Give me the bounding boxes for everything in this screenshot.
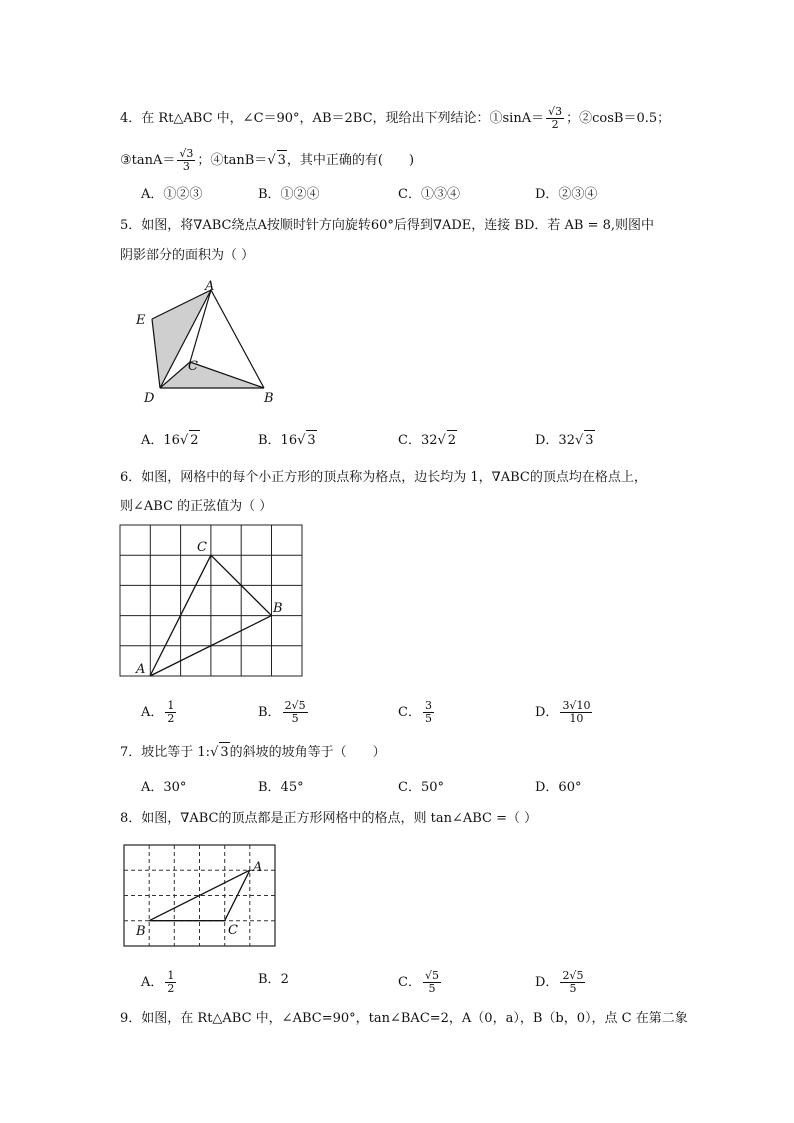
q5-line1: 5．如图，将∇ABC绕点A按顺时针方向旋转60°后得到∇ADE，连接 BD．若 AB = 8,则图中 bbox=[120, 218, 655, 233]
q8-edge-ab bbox=[149, 870, 250, 921]
q8-option-c[interactable]: C． $\frac{√5}{5}$ bbox=[398, 969, 439, 995]
q4-option-c[interactable]: C．①③④ bbox=[398, 187, 460, 202]
q4-text-f: ，其中正确的有( ) bbox=[286, 153, 415, 168]
q6-label-b: B bbox=[273, 601, 283, 616]
q9-line1: 9．如图，在 Rt△ABC 中，∠ABC=90°，tan∠BAC=2，A（0，a），B（b，0），点 C 在第二象 bbox=[120, 1011, 688, 1026]
q5-line2: 阴影部分的面积为（ ） bbox=[120, 248, 255, 263]
q4-line1 bbox=[120, 106, 670, 131]
q8-option-d[interactable]: D． $\frac{2√5}{5}$ bbox=[535, 969, 584, 995]
q8-option-b[interactable]: B．2 bbox=[258, 972, 289, 987]
q8-line1: 8．如图，∇ABC的顶点都是正方形网格中的格点，则 tan∠ABC =（ ） bbox=[120, 811, 538, 826]
q6-label-a: A bbox=[136, 662, 146, 677]
q4-fraction-2: $\frac{√3}{3}$ bbox=[179, 147, 194, 173]
q8-label-c: C bbox=[228, 923, 238, 938]
q6-label-c: C bbox=[197, 540, 207, 555]
q6-option-a[interactable]: A． $\frac{1}{2}$ bbox=[141, 699, 175, 725]
q4-text-d: ；④tanB＝ bbox=[197, 153, 268, 168]
q5-label-c: C bbox=[188, 359, 198, 374]
q4-fraction-1: $\frac{√3}{2}$ bbox=[548, 105, 563, 131]
q8-grid-figure bbox=[122, 843, 282, 953]
q5-figure bbox=[130, 280, 290, 410]
q6-line2: 则∠ABC 的正弦值为（ ） bbox=[120, 499, 273, 514]
q5-option-c[interactable]: C．32√ 2 bbox=[398, 430, 457, 451]
q8-label-b: B bbox=[136, 924, 146, 939]
q4-text-c: ③tanA＝ bbox=[120, 153, 176, 168]
q7-option-c[interactable]: C．50° bbox=[398, 780, 444, 795]
q7-option-a[interactable]: A．30° bbox=[141, 780, 187, 795]
q5-option-b[interactable]: B．16√ 3 bbox=[258, 430, 317, 451]
q6-grid-figure bbox=[118, 523, 308, 683]
q4-text-a: 4．在 Rt△ABC 中，∠C＝90°，AB＝2BC，现给出下列结论：①sinA＝ bbox=[120, 111, 545, 126]
q4-line2: ③tanA＝ $\frac{√3}{3}$ ；④tanB＝√ 3，其中正确的有( ) bbox=[120, 147, 415, 173]
q7-line1: 7．坡比等于 1:√ 3的斜坡的坡角等于（ ） bbox=[120, 742, 386, 763]
q6-option-c[interactable]: C． $\frac{3}{5}$ bbox=[398, 699, 432, 725]
q5-label-d: D bbox=[144, 391, 155, 406]
q4-option-b[interactable]: B．①②④ bbox=[258, 187, 320, 202]
q5-label-a: A bbox=[205, 279, 215, 294]
q4-text-b: ；②cosB＝0.5； bbox=[566, 111, 671, 126]
q4-option-d[interactable]: D．②③④ bbox=[535, 187, 598, 202]
q4-option-a[interactable]: A．①②③ bbox=[141, 187, 203, 202]
q8-option-a[interactable]: A． $\frac{1}{2}$ bbox=[141, 969, 175, 995]
q5-option-a[interactable]: A．16√ 2 bbox=[141, 430, 200, 451]
q5-label-e: E bbox=[136, 313, 146, 328]
q7-option-d[interactable]: D．60° bbox=[535, 780, 582, 795]
q7-option-b[interactable]: B．45° bbox=[258, 780, 304, 795]
q5-label-b: B bbox=[264, 391, 274, 406]
q6-line1: 6．如图，网格中的每个小正方形的顶点称为格点，边长均为 1，∇ABC的顶点均在格点上， bbox=[120, 470, 647, 485]
q6-option-d[interactable]: D． $\frac{3√10}{10}$ bbox=[535, 699, 591, 725]
q5-option-d[interactable]: D．32√ 3 bbox=[535, 430, 595, 451]
q6-option-b[interactable]: B． $\frac{2√5}{5}$ bbox=[258, 699, 306, 725]
q8-label-a: A bbox=[253, 860, 263, 875]
q4-radicand: 3 bbox=[277, 150, 287, 171]
